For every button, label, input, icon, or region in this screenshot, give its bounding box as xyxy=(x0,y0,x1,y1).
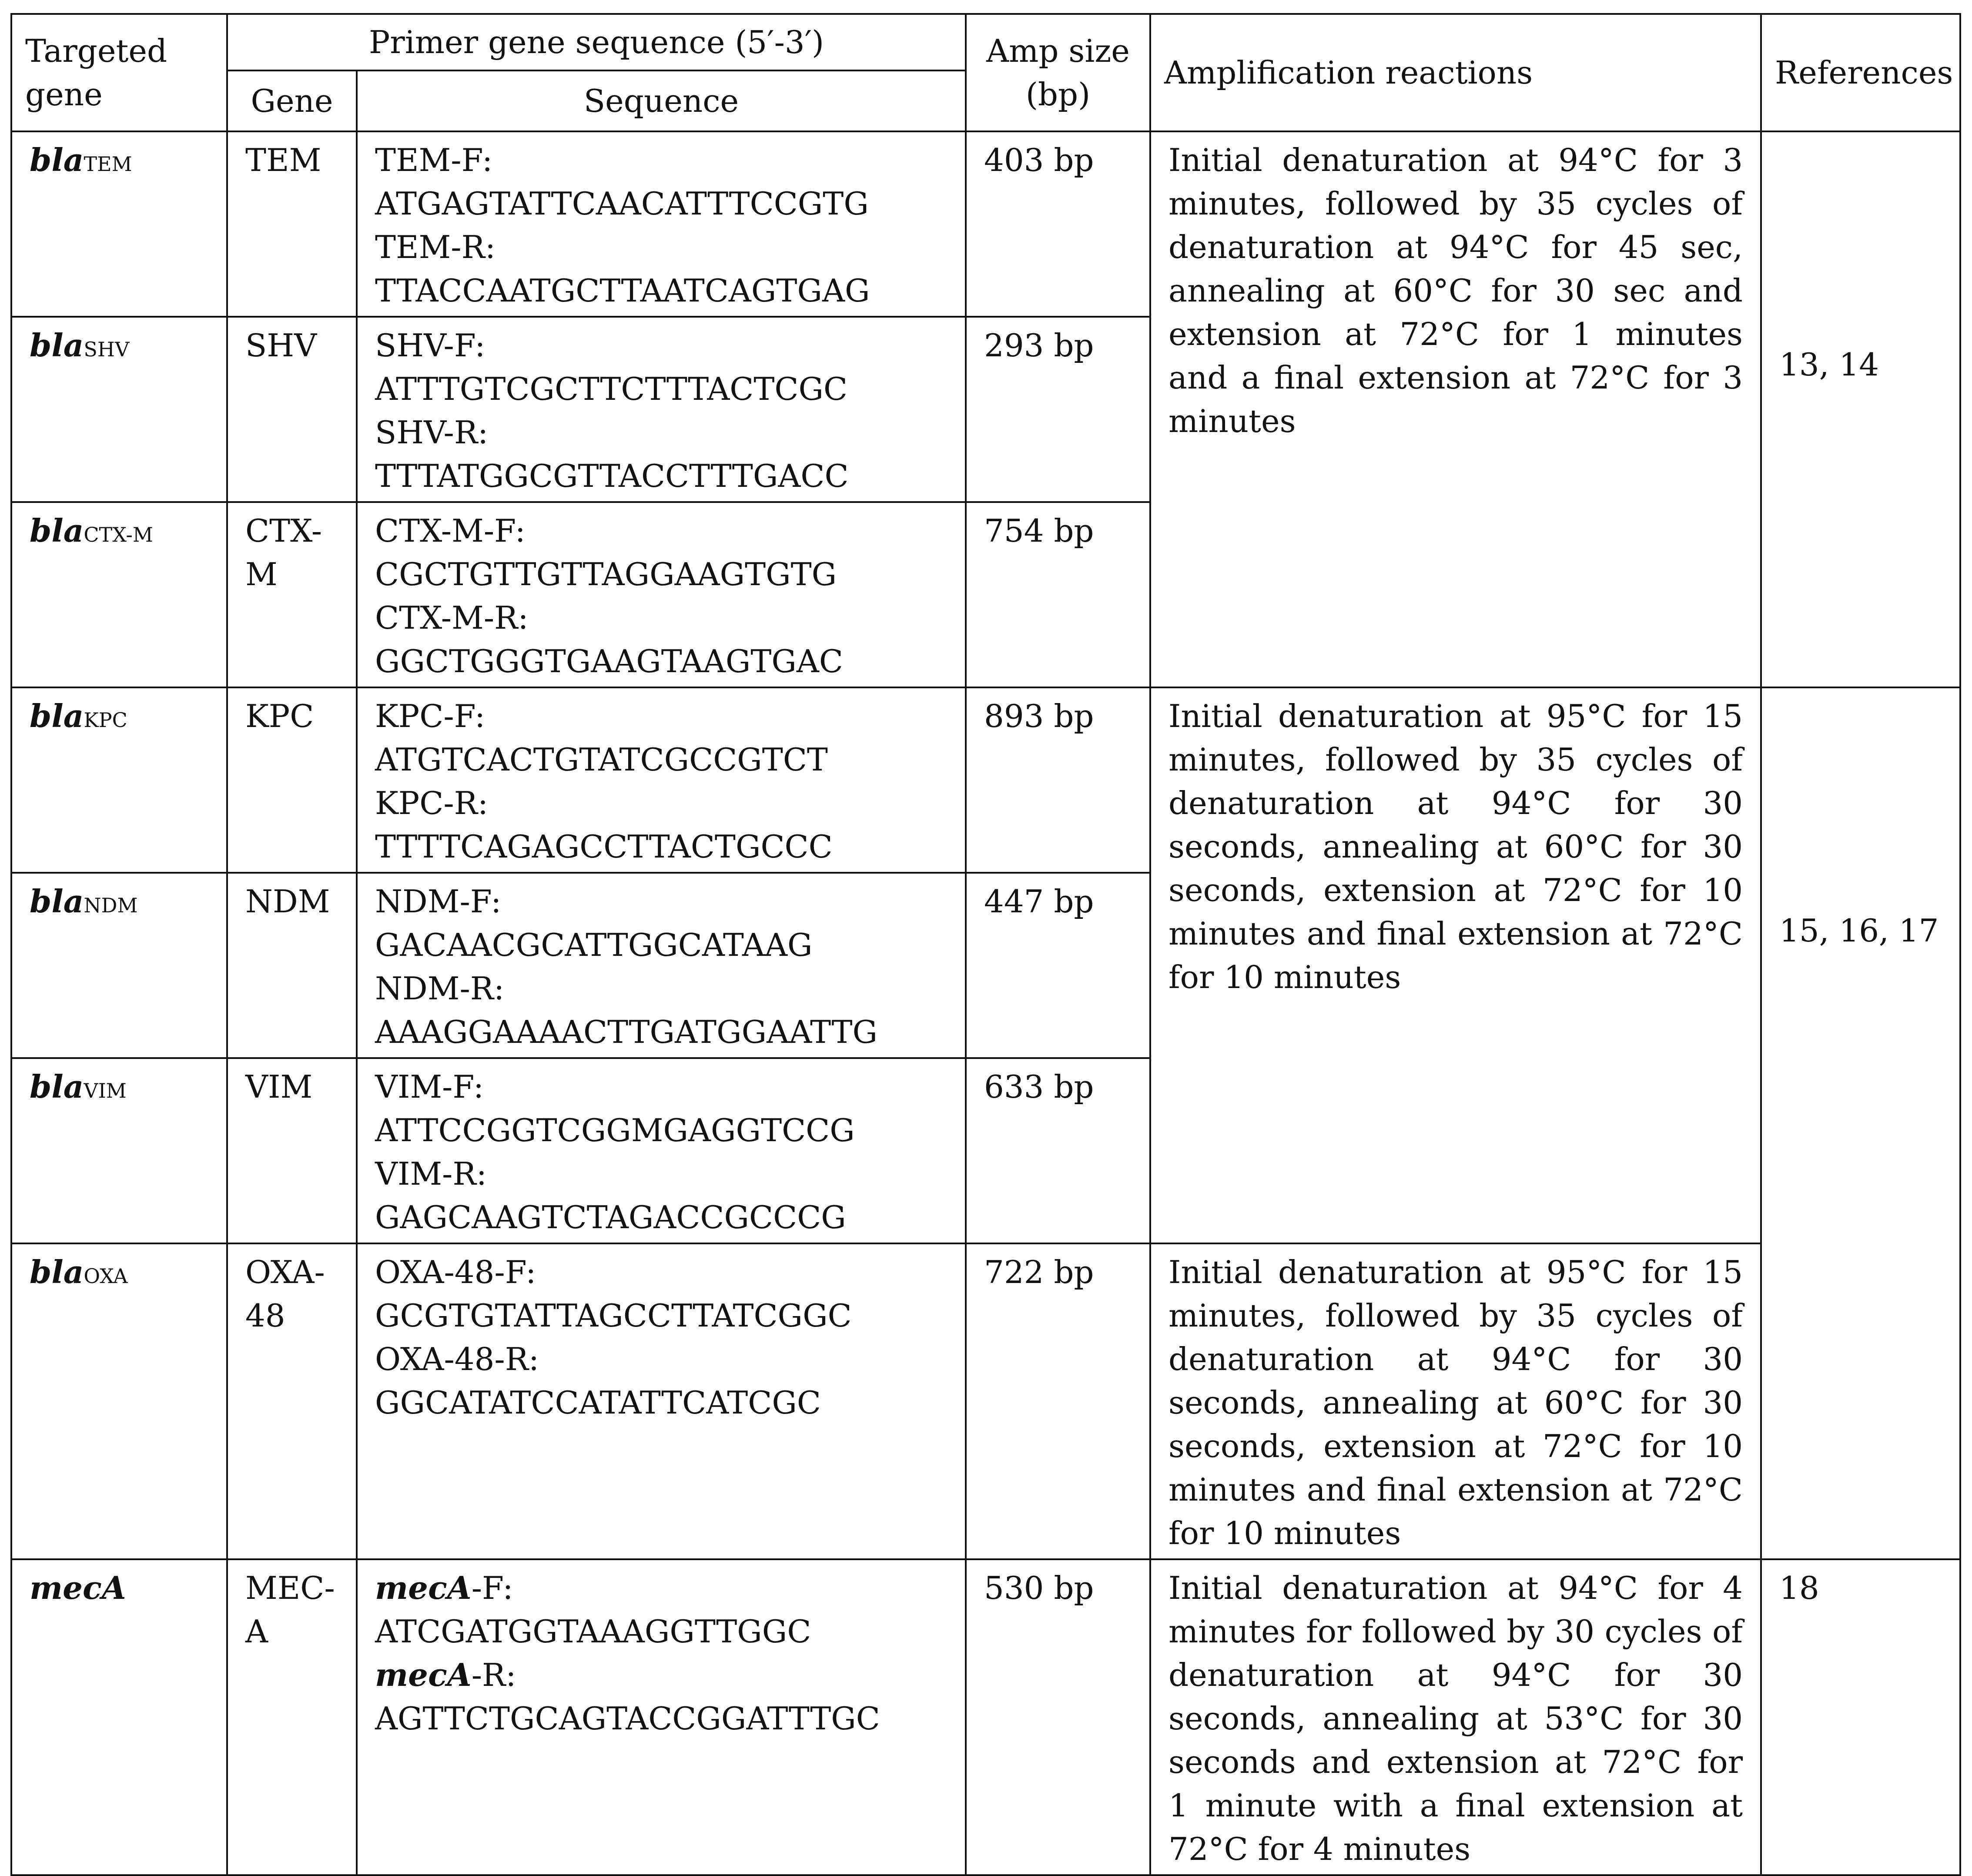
targeted-gene-cell: blaKPC xyxy=(11,687,227,873)
header-gene: Gene xyxy=(227,70,357,131)
header-amplification: Amplification reactions xyxy=(1150,14,1761,131)
table-row xyxy=(11,1243,1960,1559)
amplification-cell: Initial denaturation at 94°C for 3 minutes, followed by 35 cycles of denaturation at 94°C for 45 sec, annealing at 60°C for 30 sec and extension at 72°C for 1 minutes and a final extension at 72°C for 3 minutes xyxy=(1150,131,1761,687)
targeted-gene-cell: blaCTX-M xyxy=(11,502,227,687)
table-row xyxy=(11,131,1960,317)
sequence-cell: SHV-F: ATTTGTCGCTTCTTTACTCGC SHV-R: TTTATGGCGTTACCTTTGACC xyxy=(357,317,966,502)
gene-cell: VIM xyxy=(227,1058,357,1243)
amp-size-cell: 447 bp xyxy=(966,873,1150,1058)
targeted-gene-cell: blaTEM xyxy=(11,131,227,317)
amplification-cell: Initial denaturation at 95°C for 15 minutes, followed by 35 cycles of denaturation at 94°C for 30 seconds, annealing at 60°C for 30 seconds, extension at 72°C for 10 minutes and final extension at 72°C for 10 minutes xyxy=(1150,687,1761,1243)
gene-cell: OXA-48 xyxy=(227,1243,357,1559)
header-targeted-gene: Targeted gene xyxy=(11,14,227,131)
targeted-gene-cell: blaSHV xyxy=(11,317,227,502)
references-cell: 13, 14 xyxy=(1761,131,1960,687)
table-row xyxy=(11,687,1960,873)
amp-size-cell: 530 bp xyxy=(966,1559,1150,1875)
amp-size-cell: 633 bp xyxy=(966,1058,1150,1243)
references-cell: 15, 16, 17 xyxy=(1761,687,1960,1559)
sequence-cell: OXA-48-F: GCGTGTATTAGCCTTATCGGC OXA-48-R: GGCATATCCATATTCATCGC xyxy=(357,1243,966,1559)
amp-size-cell: 893 bp xyxy=(966,687,1150,873)
targeted-gene-cell: blaNDM xyxy=(11,873,227,1058)
sequence-cell: CTX-M-F: CGCTGTTGTTAGGAAGTGTG CTX-M-R: GGCTGGGTGAAGTAAGTGAC xyxy=(357,502,966,687)
sequence-cell: TEM-F: ATGAGTATTCAACATTTCCGTG TEM-R: TTACCAATGCTTAATCAGTGAG xyxy=(357,131,966,317)
gene-cell: TEM xyxy=(227,131,357,317)
references-cell: 18 xyxy=(1761,1559,1960,1875)
primer-table xyxy=(10,13,1961,1876)
targeted-gene-cell: blaVIM xyxy=(11,1058,227,1243)
amp-size-cell: 293 bp xyxy=(966,317,1150,502)
amplification-cell: Initial denaturation at 94°C for 4 minutes for followed by 30 cycles of denaturation at 94°C for 30 seconds, annealing at 53°C for 30 seconds and extension at 72°C for 1 minute with a final extension at 72°C for 4 minutes xyxy=(1150,1559,1761,1875)
amp-size-cell: 754 bp xyxy=(966,502,1150,687)
table-row xyxy=(11,1559,1960,1875)
targeted-gene-cell: blaOXA xyxy=(11,1243,227,1559)
gene-cell: MEC-A xyxy=(227,1559,357,1875)
gene-cell: CTX-M xyxy=(227,502,357,687)
targeted-gene-cell: mecA xyxy=(11,1559,227,1875)
sequence-cell: NDM-F: GACAACGCATTGGCATAAG NDM-R: AAAGGAAAACTTGATGGAATTG xyxy=(357,873,966,1058)
gene-cell: NDM xyxy=(227,873,357,1058)
gene-cell: SHV xyxy=(227,317,357,502)
sequence-cell: VIM-F: ATTCCGGTCGGMGAGGTCCG VIM-R: GAGCAAGTCTAGACCGCCCG xyxy=(357,1058,966,1243)
sequence-cell: mecA-F: ATCGATGGTAAAGGTTGGC mecA-R: AGTTCTGCAGTACCGGATTTGC xyxy=(357,1559,966,1875)
header-primer-sequence: Primer gene sequence (5′-3′) xyxy=(227,14,966,70)
header-amp-size: Amp size (bp) xyxy=(966,14,1150,131)
amplification-cell: Initial denaturation at 95°C for 15 minutes, followed by 35 cycles of denaturation at 94°C for 30 seconds, annealing at 60°C for 30 seconds, extension at 72°C for 10 minutes and final extension at 72°C for 10 minutes xyxy=(1150,1243,1761,1559)
header-sequence: Sequence xyxy=(357,70,966,131)
gene-cell: KPC xyxy=(227,687,357,873)
header-references: References xyxy=(1761,14,1960,131)
sequence-cell: KPC-F: ATGTCACTGTATCGCCGTCT KPC-R: TTTTCAGAGCCTTACTGCCC xyxy=(357,687,966,873)
amp-size-cell: 403 bp xyxy=(966,131,1150,317)
amp-size-cell: 722 bp xyxy=(966,1243,1150,1559)
